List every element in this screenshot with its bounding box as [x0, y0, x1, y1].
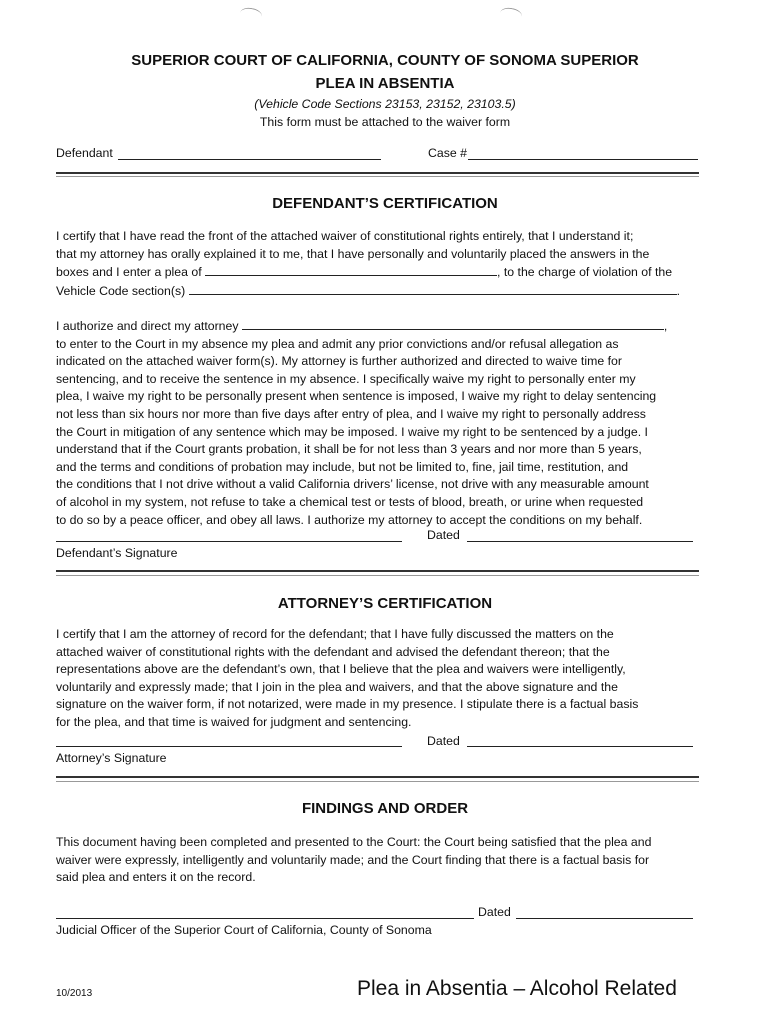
revision-date: 10/2013 — [56, 988, 93, 999]
defendant-cert-heading: DEFENDANT’S CERTIFICATION — [272, 195, 498, 212]
cert-text-line: I certify that I have read the front of the attached waiver of constitutional rights entirely, that I understand it; — [56, 229, 634, 243]
cert-text-line: signature on the waiver form, if not notarized, were made in my presence. I stipulate there is a factual basis — [56, 697, 639, 712]
cert-text-line: voluntarily and expressly made; that I join in the plea and waivers, and that the above signature and the — [56, 679, 618, 694]
attorney-name-field[interactable] — [242, 317, 664, 330]
cert-text-line: not less than six hours nor more than five days after entry of plea, and I waive my right to personally address — [56, 406, 646, 421]
attorney-date-field[interactable] — [467, 746, 693, 747]
cert-text-line: and the terms and conditions of probation may include, but not be limited to, fine, jail time, restitution, and — [56, 459, 629, 474]
attorney-authorize-label: I authorize and direct my attorney — [56, 319, 239, 333]
defendant-label: Defendant — [56, 146, 113, 160]
dated-label: Dated — [427, 528, 460, 542]
footer-title: Plea in Absentia – Alcohol Related — [357, 977, 677, 1000]
divider — [56, 570, 699, 572]
cert-text-line: attached waiver of constitutional rights with the defendant and advised the defendant thereon; that the — [56, 644, 610, 659]
cert-text-line: I certify that I am the attorney of record for the defendant; that I have fully discussed the matters on the — [56, 627, 614, 641]
vehicle-code-field[interactable] — [189, 282, 677, 295]
attorney-cert-heading: ATTORNEY’S CERTIFICATION — [277, 595, 493, 612]
defendant-signature-label: Defendant’s Signature — [56, 546, 178, 560]
divider — [56, 172, 699, 174]
comma: , — [663, 319, 668, 333]
cert-text-line: for the plea, and that time is waived for judgment and sentencing. — [56, 714, 412, 729]
findings-heading: FINDINGS AND ORDER — [301, 800, 469, 817]
plea-label-end: , to the charge of violation of the — [497, 265, 673, 280]
divider — [56, 776, 699, 778]
defendant-name-field[interactable] — [118, 159, 381, 160]
cert-text-line: the Court in mitigation of any sentence which may be imposed. I waive my right to be sentenced by a judge. I — [56, 424, 648, 439]
cert-text-line: to enter to the Court in my absence my plea and admit any prior convictions and/or refusal allegation as — [56, 336, 619, 351]
case-label: Case # — [428, 146, 467, 160]
cert-text-line: that my attorney has orally explained it to me, that I have personally and voluntarily placed the answers in the — [56, 246, 650, 261]
divider — [56, 575, 699, 576]
cert-text-line: plea, I waive my right to be personally present when sentence is imposed, I waive my right to delay sentencing — [56, 389, 657, 404]
judicial-date-field[interactable] — [516, 918, 693, 919]
form-title: PLEA IN ABSENTIA — [315, 75, 455, 92]
divider — [56, 781, 699, 782]
cert-text-line: representations above are the defendant’s own, that I believe that the plea and waivers were intelligently, — [56, 662, 626, 677]
cert-text-line: understand that if the Court grants probation, it shall be for not less than 3 years and nor more than 5 years, — [56, 442, 642, 457]
court-title: SUPERIOR COURT OF CALIFORNIA, COUNTY OF SONOMA SUPERIOR — [131, 52, 639, 69]
findings-text-line: said plea and enters it on the record. — [56, 870, 256, 885]
cert-text-line: sentencing, and to receive the sentence in my absence. I specifically waive my right to personally enter my — [56, 371, 636, 386]
attorney-signature-label: Attorney’s Signature — [56, 751, 167, 765]
plea-field[interactable] — [205, 263, 497, 276]
period: . — [676, 283, 681, 298]
findings-text-line: This document having been completed and presented to the Court: the Court being satisfied that the plea and — [56, 835, 652, 849]
case-number-field[interactable] — [468, 159, 698, 160]
divider — [56, 176, 699, 177]
findings-text-line: waiver were expressly, intelligently and voluntarily made; and the Court finding that there is a factual basis for — [56, 852, 650, 867]
cert-text-line: to do so by a peace officer, and obey all laws. I authorize my attorney to accept the conditions on my behalf. — [56, 512, 643, 527]
attach-note: This form must be attached to the waiver form — [259, 115, 511, 129]
defendant-date-field[interactable] — [467, 541, 693, 542]
judicial-signature-field[interactable] — [56, 918, 474, 919]
hole-punch-mark-left — [239, 6, 263, 23]
defendant-signature-field[interactable] — [56, 541, 402, 542]
judicial-signature-label: Judicial Officer of the Superior Court of California, County of Sonoma — [56, 923, 432, 937]
cert-text-line: indicated on the attached waiver form(s). My attorney is further authorized and directed to waive time for — [56, 354, 622, 369]
hole-punch-mark-right — [499, 6, 523, 23]
cert-text-line: the conditions that I not drive without a valid California drivers’ license, not drive with any measurable amount — [56, 477, 649, 492]
vehicle-code-label: Vehicle Code section(s) — [56, 283, 186, 298]
dated-label: Dated — [478, 905, 511, 919]
code-sections: (Vehicle Code Sections 23153, 23152, 23103.5) — [254, 97, 516, 111]
cert-text-line: of alcohol in my system, not refuse to take a chemical test or tests of blood, breath, or urine when requested — [56, 494, 644, 509]
attorney-signature-field[interactable] — [56, 746, 402, 747]
plea-label: boxes and I enter a plea of — [56, 265, 202, 280]
dated-label: Dated — [427, 734, 460, 748]
